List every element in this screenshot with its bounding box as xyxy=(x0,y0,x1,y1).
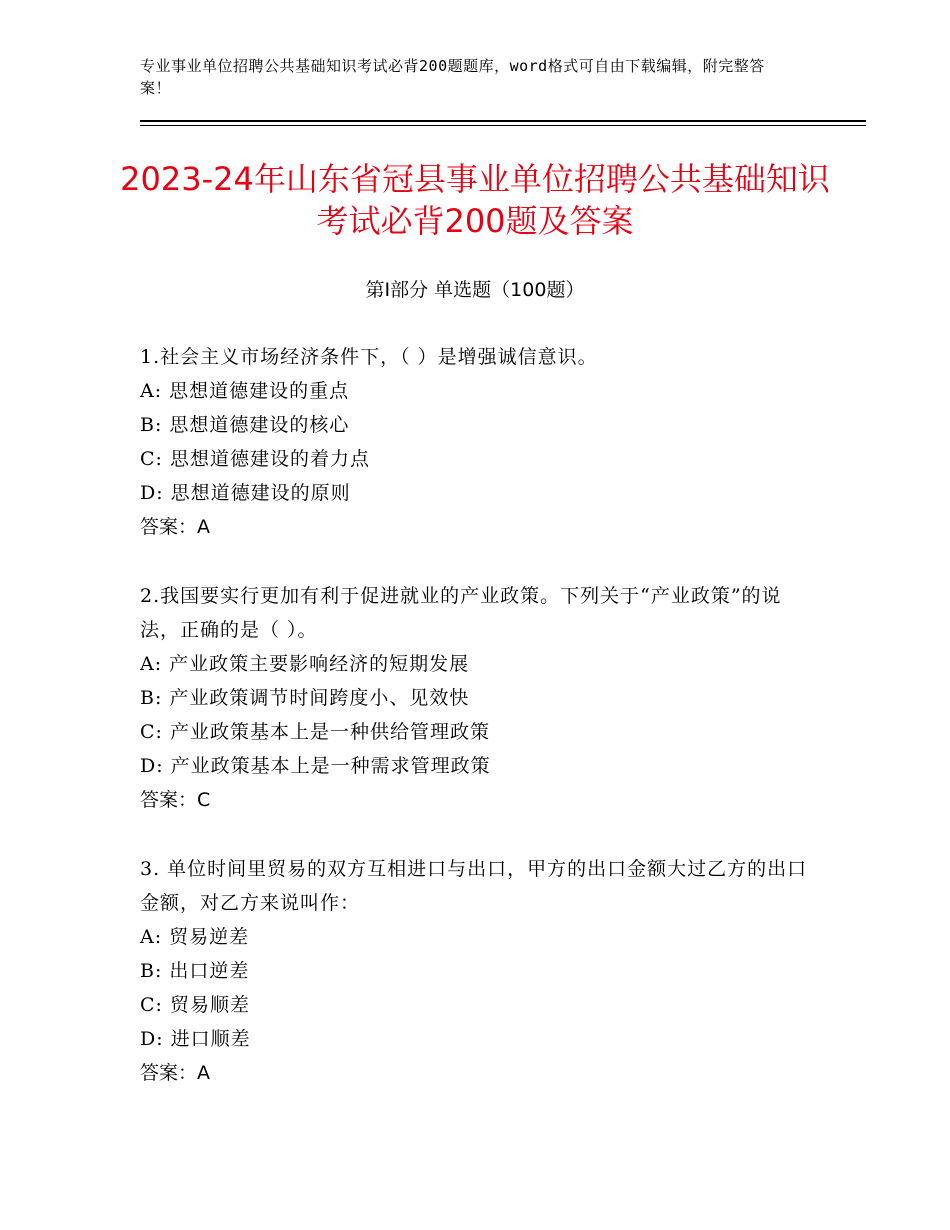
question-stem: 2.我国要实行更加有利于促进就业的产业政策。下列关于“产业政策”的说法，正确的是（ ）。 xyxy=(140,585,782,641)
option-b: B: 思想道德建设的核心 xyxy=(140,414,350,436)
question-stem: 3. 单位时间里贸易的双方互相进口与出口，甲方的出口金额大过乙方的出口金额，对乙方来说叫作： xyxy=(140,858,808,914)
question-stem: 1.社会主义市场经济条件下，（ ）是增强诚信意识。 xyxy=(140,346,598,368)
question-2 xyxy=(140,579,820,817)
option-a: A: 贸易逆差 xyxy=(140,926,250,948)
option-c: C: 贸易顺差 xyxy=(140,994,250,1016)
option-a: A: 产业政策主要影响经济的短期发展 xyxy=(140,653,470,675)
question-3 xyxy=(140,852,820,1090)
header-rule-thin xyxy=(140,125,866,126)
option-b: B: 产业政策调节时间跨度小、见效快 xyxy=(140,687,470,709)
option-a: A: 思想道德建设的重点 xyxy=(140,380,350,402)
section-heading: 第Ⅰ部分 单选题（100题） xyxy=(365,279,585,301)
option-d: D: 进口顺差 xyxy=(140,1028,251,1050)
document-title: 2023-24年山东省冠县事业单位招聘公共基础知识考试必背200题及答案 xyxy=(120,160,830,240)
answer: 答案：A xyxy=(140,1062,210,1084)
header-rule-thick xyxy=(140,120,866,122)
option-b: B: 出口逆差 xyxy=(140,960,250,982)
option-c: C: 思想道德建设的着力点 xyxy=(140,448,370,470)
option-d: D: 思想道德建设的原则 xyxy=(140,482,351,504)
answer: 答案：A xyxy=(140,516,210,538)
header-note: 专业事业单位招聘公共基础知识考试必背200题题库，word格式可自由下载编辑，附完整答案！ xyxy=(140,57,765,97)
question-1 xyxy=(140,340,820,544)
option-d: D: 产业政策基本上是一种需求管理政策 xyxy=(140,755,491,777)
answer: 答案：C xyxy=(140,789,211,811)
option-c: C: 产业政策基本上是一种供给管理政策 xyxy=(140,721,490,743)
